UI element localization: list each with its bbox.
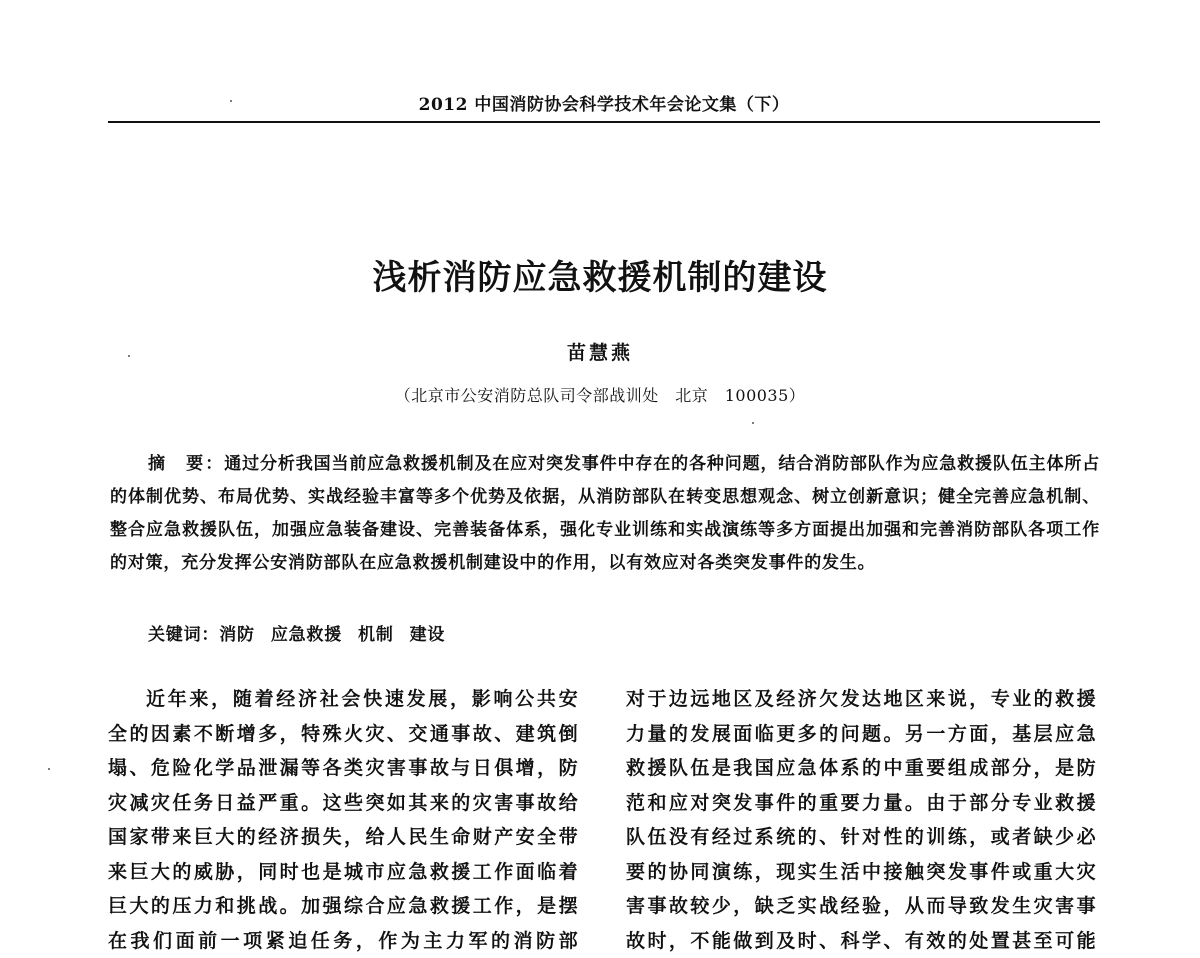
body-line: 国家带来巨大的经济损失，给人民生命财产安全带 xyxy=(108,820,578,855)
keyword-item: 建设 xyxy=(410,625,446,645)
body-line: 近年来，随着经济社会快速发展，影响公共安 xyxy=(108,682,578,717)
body-line: 队伍没有经过系统的、针对性的训练，或者缺少必 xyxy=(626,820,1096,855)
body-line: 塌、危险化学品泄漏等各类灾害事故与日俱增，防 xyxy=(108,751,578,786)
body-line: 来巨大的威胁，同时也是城市应急救援工作面临着 xyxy=(108,855,578,890)
scan-speck xyxy=(230,100,232,102)
article-title: 浅析消防应急救援机制的建设 xyxy=(0,250,1200,299)
article-affiliation: （北京市公安消防总队司令部战训处 北京 100035） xyxy=(0,383,1200,406)
body-line: 救援队伍是我国应急体系的中重要组成部分，是防 xyxy=(626,751,1096,786)
body-line: 要的协同演练，现实生活中接触突发事件或重大灾 xyxy=(626,855,1096,890)
running-header: 2012 中国消防协会科学技术年会论文集（下） xyxy=(110,90,1098,115)
body-line: 灾减灾任务日益严重。这些突如其来的灾害事故给 xyxy=(108,786,578,821)
body-line: 对于边远地区及经济欠发达地区来说，专业的救援 xyxy=(626,682,1096,717)
keyword-item: 应急救援 xyxy=(271,625,342,645)
abstract-label: 摘 要： xyxy=(148,454,224,474)
body-line: 害事故较少，缺乏实战经验，从而导致发生灾害事 xyxy=(626,889,1096,924)
keywords xyxy=(148,620,461,645)
body-line: 全的因素不断增多，特殊火灾、交通事故、建筑倒 xyxy=(108,717,578,752)
header-rule xyxy=(108,121,1100,123)
body-line: 故时，不能做到及时、科学、有效的处置甚至可能 xyxy=(626,924,1096,958)
body-line: 范和应对突发事件的重要力量。由于部分专业救援 xyxy=(626,786,1096,821)
scan-speck xyxy=(752,422,754,424)
keywords-label: 关键词： xyxy=(148,625,219,645)
scan-speck xyxy=(128,355,130,357)
keyword-item: 机制 xyxy=(358,625,394,645)
scan-speck xyxy=(48,768,50,770)
article-author: 苗慧燕 xyxy=(0,338,1200,365)
body-right-column xyxy=(626,682,1096,958)
abstract-text: 通过分析我国当前应急救援机制及在应对突发事件中存在的各种问题，结合消防部队作为应急救援队伍主体所占的体制优势、布局优势、实战经验丰富等多个优势及依据，从消防部队在转变思想观念、树立创新意识；健全完善应急机制、整合应急救援队伍，加强应急装备建设、完善装备体系，强化专业训练和实战演练等多方面提出加强和完善消防部队各项工作的对策，充分发挥公安消防部队在应急救援机制建设中的作用，以有效应对各类突发事件的发生。 xyxy=(110,454,1100,573)
body-left-column xyxy=(108,682,578,958)
keyword-item: 消防 xyxy=(219,625,255,645)
abstract xyxy=(110,448,1100,580)
body-line: 力量的发展面临更多的问题。另一方面，基层应急 xyxy=(626,717,1096,752)
body-line: 在我们面前一项紧迫任务，作为主力军的消防部 xyxy=(108,924,578,958)
body-line: 巨大的压力和挑战。加强综合应急救援工作，是摆 xyxy=(108,889,578,924)
